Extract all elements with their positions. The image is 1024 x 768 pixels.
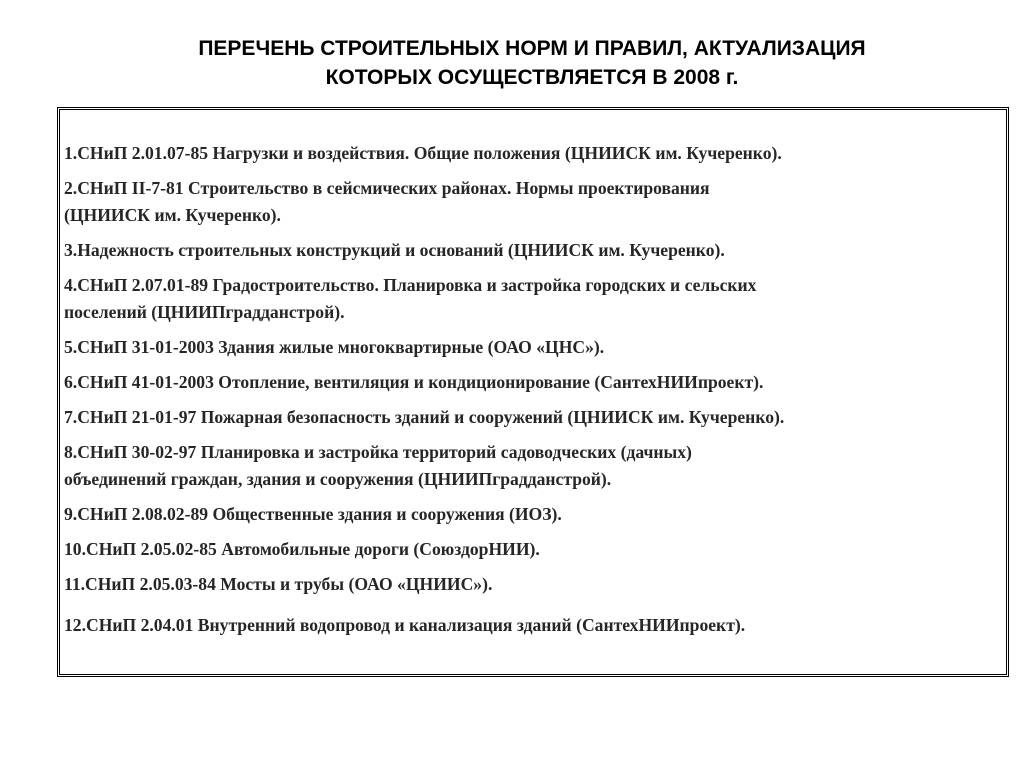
- list-item-text: 9.СНиП 2.08.02-89 Общественные здания и сооружения (ИОЗ).: [64, 504, 562, 524]
- list-item-text: поселений (ЦНИИПградданстрой).: [64, 302, 345, 322]
- list-item: [64, 140, 1004, 167]
- list-item: [64, 536, 1004, 563]
- list-item: [64, 404, 1004, 431]
- list-item: [64, 175, 1004, 229]
- list-item-text: 5.СНиП 31-01-2003 Здания жилые многоквартирные (ОАО «ЦНС»).: [64, 337, 605, 357]
- list-item-text: 2.СНиП II-7-81 Строительство в сейсмических районах. Нормы проектирования: [64, 178, 710, 198]
- title-line-2: КОТОРЫХ ОСУЩЕСТВЛЯЕТСЯ В 2008 г.: [325, 66, 739, 89]
- list-item-text: объединений граждан, здания и сооружения (ЦНИИПградданстрой).: [64, 469, 612, 489]
- list-item-text: 6.СНиП 41-01-2003 Отопление, вентиляция и кондиционирование (СантехНИИпроект).: [64, 372, 764, 392]
- norms-list: [64, 140, 1004, 639]
- list-item-text: 7.СНиП 21-01-97 Пожарная безопасность зданий и сооружений (ЦНИИСК им. Кучеренко).: [64, 407, 785, 427]
- list-item: [64, 272, 1004, 326]
- list-item-text: 11.СНиП 2.05.03-84 Мосты и трубы (ОАО «ЦНИИС»).: [64, 574, 493, 594]
- list-item: [64, 237, 1004, 264]
- list-item: [64, 571, 1004, 598]
- list-item: [64, 501, 1004, 528]
- list-item-text: 3.Надежность строительных конструкций и оснований (ЦНИИСК им. Кучеренко).: [64, 240, 725, 260]
- list-item-text: 4.СНиП 2.07.01-89 Градостроительство. Планировка и застройка городских и сельских: [64, 275, 757, 295]
- list-item-text: 1.СНиП 2.01.07-85 Нагрузки и воздействия. Общие положения (ЦНИИСК им. Кучеренко).: [64, 143, 782, 163]
- list-item-text: 10.СНиП 2.05.02-85 Автомобильные дороги (СоюздорНИИ).: [64, 539, 540, 559]
- list-item-text: 8.СНиП 30-02-97 Планировка и застройка территорий садоводческих (дачных): [64, 442, 692, 462]
- list-item-text: (ЦНИИСК им. Кучеренко).: [64, 205, 281, 225]
- page-title: [0, 34, 1024, 92]
- list-item-text: 12.СНиП 2.04.01 Внутренний водопровод и канализация зданий (СантехНИИпроект).: [64, 615, 746, 635]
- list-item: [64, 439, 1004, 493]
- list-item: [64, 612, 1004, 639]
- list-item: [64, 334, 1004, 361]
- title-line-1: ПЕРЕЧЕНЬ СТРОИТЕЛЬНЫХ НОРМ И ПРАВИЛ, АКТУАЛИЗАЦИЯ: [198, 37, 866, 60]
- list-item: [64, 369, 1004, 396]
